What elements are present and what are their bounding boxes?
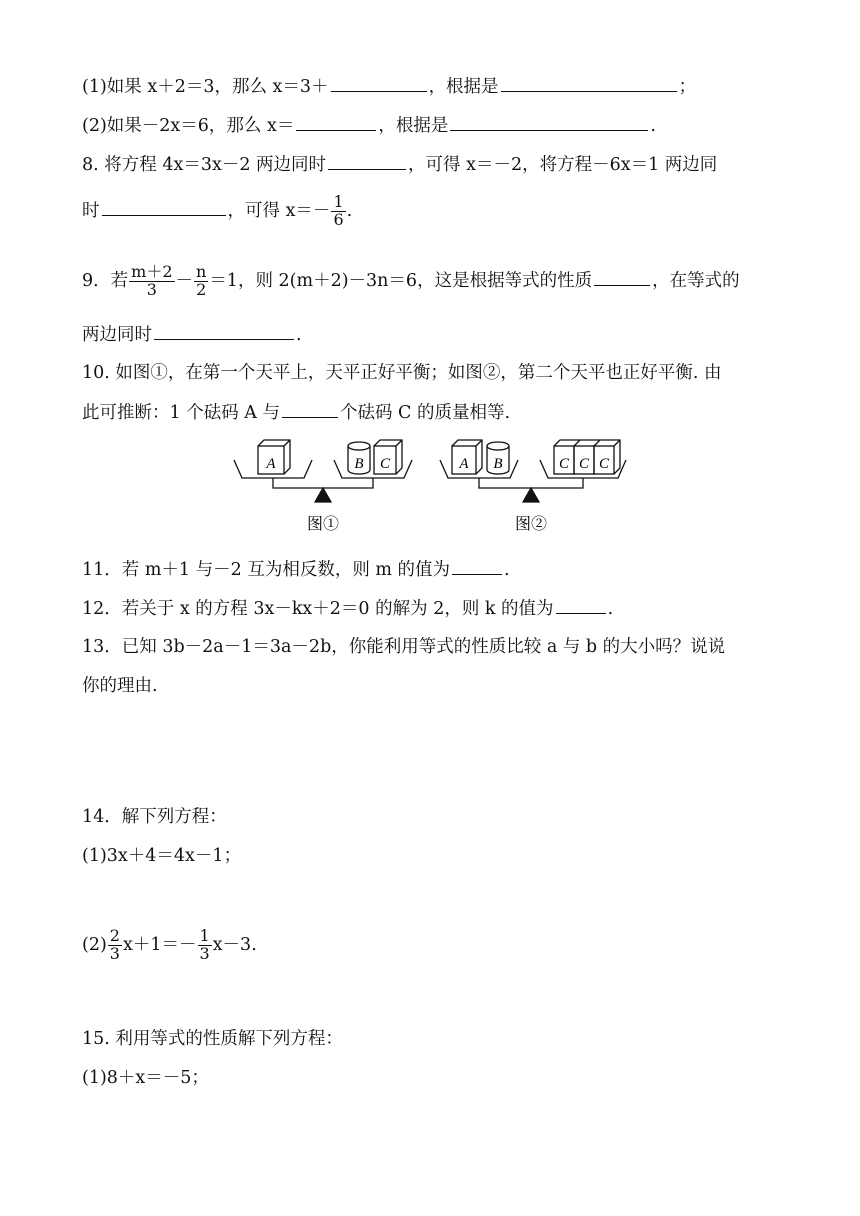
q12: 12．若关于 x 的方程 3x－kx＋2＝0 的解为 2，则 k 的值为 . xyxy=(82,595,613,622)
weight-label: A xyxy=(459,456,469,472)
answer-blank[interactable] xyxy=(452,556,502,575)
figure-caption: 图② xyxy=(514,514,548,533)
answer-blank[interactable] xyxy=(501,73,677,92)
q8-line2: 时 ，可得 x＝－ $\frac{1}{6}$ . xyxy=(82,192,353,229)
beam xyxy=(479,478,583,488)
weight-label: B xyxy=(354,456,364,472)
answer-blank[interactable] xyxy=(556,595,606,614)
q13-line1: 13．已知 3b－2a－1＝3a－2b，你能利用等式的性质比较 a 与 b 的大小吗？说说 xyxy=(82,637,726,657)
answer-blank[interactable] xyxy=(450,112,648,131)
answer-blank[interactable] xyxy=(594,267,650,286)
fraction: $\frac{1}{6}$ xyxy=(333,192,344,229)
q8-line1: 8. 将方程 4x＝3x－2 两边同时 ，可得 x＝－2，将方程－6x＝1 两边同 xyxy=(82,151,717,178)
q15-part1: (1)8＋x＝－5； xyxy=(82,1068,209,1088)
q9-line2: 两边同时 . xyxy=(82,321,302,348)
weight-label: C xyxy=(578,456,590,472)
q14-title: 14．解下列方程： xyxy=(82,807,227,827)
weight-cylinder xyxy=(348,442,370,450)
figure-caption: 图① xyxy=(306,514,340,533)
fraction: $\frac{2}{3}$ xyxy=(109,926,120,963)
answer-blank[interactable] xyxy=(282,399,338,418)
q9-line1: 9．若 $\frac{m+2}{3}$ － $\frac{n}{2}$ ＝1，则 2(m＋2)－3n＝6，这是根据等式的性质 ，在等式的 xyxy=(82,262,740,299)
fraction: $\frac{n}{2}$ xyxy=(196,262,207,299)
fulcrum xyxy=(315,488,331,502)
q7-part1: (1)如果 x＋2＝3，那么 x＝3＋ ，根据是 ； xyxy=(82,73,696,100)
answer-blank[interactable] xyxy=(102,197,226,216)
answer-blank[interactable] xyxy=(328,151,406,170)
weight-label: A xyxy=(266,456,276,472)
fraction: $\frac{1}{3}$ xyxy=(199,926,210,963)
answer-blank[interactable] xyxy=(296,112,376,131)
fulcrum xyxy=(523,488,539,502)
q13-line2: 你的理由. xyxy=(82,676,158,696)
fraction: $\frac{m+2}{3}$ xyxy=(131,262,173,299)
weight-label: B xyxy=(493,456,503,472)
beam xyxy=(273,478,373,488)
q7-part2: (2)如果－2x＝6，那么 x＝ ，根据是 . xyxy=(82,112,656,139)
answer-blank[interactable] xyxy=(154,321,294,340)
answer-blank[interactable] xyxy=(331,73,427,92)
q11: 11．若 m＋1 与－2 互为相反数，则 m 的值为 . xyxy=(82,556,510,583)
q10-line2: 此可推断：1 个砝码 A 与 个砝码 C 的质量相等. xyxy=(82,399,510,426)
weight-label: C xyxy=(598,456,610,472)
weight-cylinder xyxy=(487,442,509,450)
balance-figures xyxy=(228,432,628,542)
q15-title: 15. 利用等式的性质解下列方程： xyxy=(82,1029,343,1049)
weight-label: C xyxy=(379,456,391,472)
weight-label: C xyxy=(558,456,570,472)
q14-part1: (1)3x＋4＝4x－1； xyxy=(82,846,242,866)
q10-line1: 10. 如图①，在第一个天平上，天平正好平衡；如图②，第二个天平也正好平衡. 由 xyxy=(82,363,722,383)
q14-part2: (2) $\frac{2}{3}$ x＋1＝－ $\frac{1}{3}$ x－3. xyxy=(82,926,257,963)
